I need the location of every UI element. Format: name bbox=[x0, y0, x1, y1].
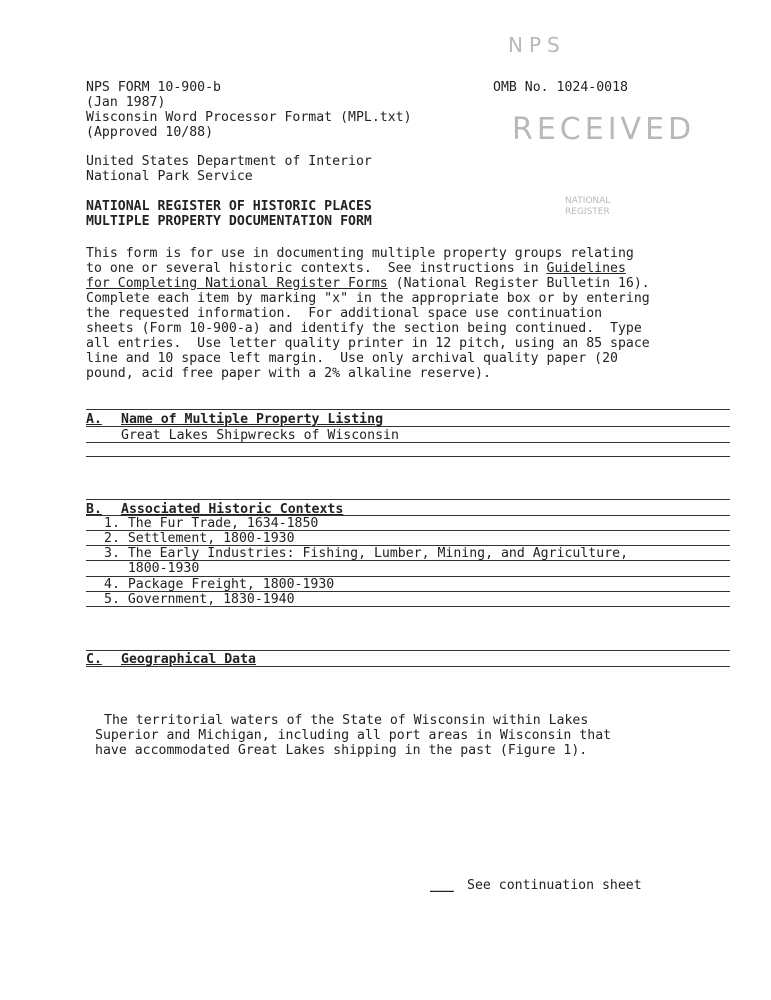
instructions-line: the requested information. For additional space use continuation bbox=[86, 306, 603, 321]
omb-number: OMB No. 1024-0018 bbox=[493, 80, 628, 95]
guidelines-link: Guidelines bbox=[546, 261, 626, 276]
stamp-sub-1: NATIONAL bbox=[565, 196, 611, 206]
stamp-sub-2: REGISTER bbox=[565, 207, 610, 217]
geographical-data-line: Superior and Michigan, including all port areas in Wisconsin that bbox=[95, 728, 612, 743]
divider bbox=[86, 426, 730, 427]
divider bbox=[86, 456, 730, 457]
instructions-line: Complete each item by marking "x" in the appropriate box or by entering bbox=[86, 291, 650, 306]
geographical-data-line: have accommodated Great Lakes shipping in the past (Figure 1). bbox=[95, 743, 588, 758]
continuation-label: See continuation sheet bbox=[467, 878, 642, 893]
section-c-heading: Geographical Data bbox=[121, 652, 256, 667]
guidelines-title: for Completing National Register Forms bbox=[86, 276, 388, 291]
divider bbox=[86, 409, 730, 410]
context-item: 2. Settlement, 1800-1930 bbox=[104, 531, 295, 546]
stamp-top-mark: NPS bbox=[508, 33, 566, 57]
section-a-heading: Name of Multiple Property Listing bbox=[121, 412, 384, 427]
form-title-line-2: MULTIPLE PROPERTY DOCUMENTATION FORM bbox=[86, 214, 372, 229]
divider bbox=[86, 442, 730, 443]
instructions-line: pound, acid free paper with a 2% alkaline reserve). bbox=[86, 366, 491, 381]
divider bbox=[86, 666, 730, 667]
context-item: 4. Package Freight, 1800-1930 bbox=[104, 577, 335, 592]
instructions-line: for Completing National Register Forms (National Register Bulletin 16). bbox=[86, 276, 650, 291]
divider bbox=[86, 499, 730, 500]
form-date: (Jan 1987) bbox=[86, 95, 166, 110]
context-item-continued: 1800-1930 bbox=[104, 561, 200, 576]
context-item: 5. Government, 1830-1940 bbox=[104, 592, 295, 607]
form-format: Wisconsin Word Processor Format (MPL.txt) bbox=[86, 110, 412, 125]
section-a-letter: A. bbox=[86, 412, 102, 427]
section-b-heading: Associated Historic Contexts bbox=[121, 502, 344, 517]
form-number: NPS FORM 10-900-b bbox=[86, 80, 221, 95]
context-item: 1. The Fur Trade, 1634-1850 bbox=[104, 516, 319, 531]
instructions-line: to one or several historic contexts. See instructions in Guidelines bbox=[86, 261, 626, 276]
instructions-line: all entries. Use letter quality printer in 12 pitch, using an 85 space bbox=[86, 336, 650, 351]
geographical-data-line: The territorial waters of the State of Wisconsin within Lakes bbox=[104, 713, 589, 728]
section-b-letter: B. bbox=[86, 502, 102, 517]
instructions-line: sheets (Form 10-900-a) and identify the section being continued. Type bbox=[86, 321, 642, 336]
divider bbox=[86, 650, 730, 651]
form-approved: (Approved 10/88) bbox=[86, 125, 214, 140]
instructions-line: line and 10 space left margin. Use only archival quality paper (20 bbox=[86, 351, 618, 366]
agency-service: National Park Service bbox=[86, 169, 253, 184]
continuation-blank[interactable]: ___ bbox=[430, 878, 454, 893]
form-title-line-1: NATIONAL REGISTER OF HISTORIC PLACES bbox=[86, 199, 372, 214]
context-item: 3. The Early Industries: Fishing, Lumber, Mining, and Agriculture, bbox=[104, 546, 629, 561]
property-listing-name: Great Lakes Shipwrecks of Wisconsin bbox=[121, 428, 399, 443]
section-c-letter: C. bbox=[86, 652, 102, 667]
agency-department: United States Department of Interior bbox=[86, 154, 372, 169]
instructions-line: This form is for use in documenting multiple property groups relating bbox=[86, 246, 634, 261]
stamp-received-text: RECEIVED bbox=[512, 112, 696, 147]
divider bbox=[86, 606, 730, 607]
